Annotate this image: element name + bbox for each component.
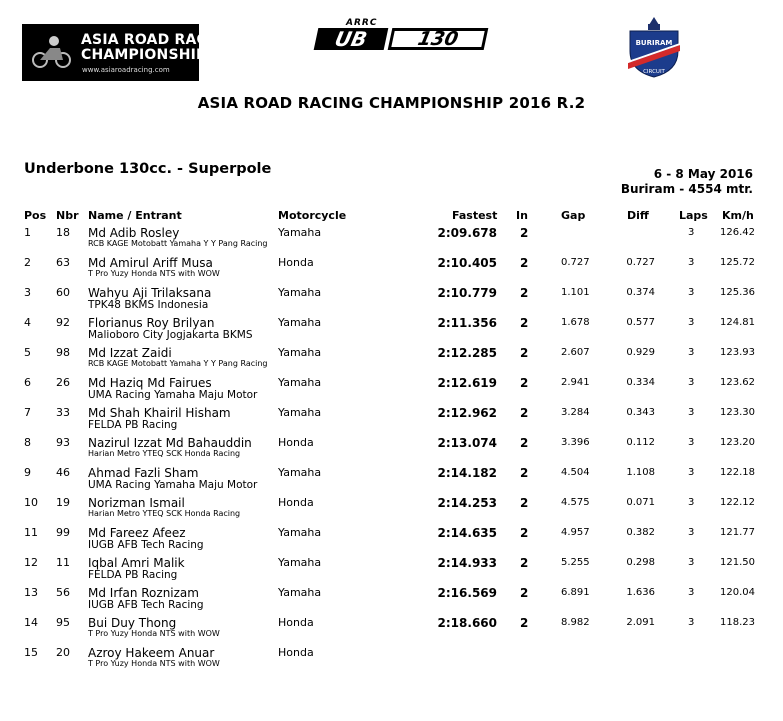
speed-kmh: 123.62 [720, 377, 755, 388]
lap-in: 2 [520, 286, 529, 300]
gap: 0.727 [561, 257, 590, 268]
lap-in: 2 [520, 616, 529, 630]
fastest-lap: 2:10.405 [437, 256, 497, 270]
motorcycle: Yamaha [278, 556, 322, 569]
svg-text:CIRCUIT: CIRCUIT [643, 69, 665, 75]
header-laps: Laps [679, 209, 708, 222]
table-row [0, 466, 783, 496]
laps: 3 [688, 617, 695, 628]
rider-name: Md Izzat Zaidi [88, 346, 172, 360]
speed-kmh: 120.04 [720, 587, 755, 598]
fastest-lap: 2:14.933 [437, 556, 497, 570]
laps: 3 [688, 437, 695, 448]
row-pos: 9 [24, 466, 31, 479]
entrant-name: Harian Metro YTEQ SCK Honda Racing [88, 509, 241, 518]
gap: 4.504 [561, 467, 590, 478]
row-number: 20 [56, 646, 70, 659]
header-pos: Pos [24, 209, 47, 222]
entrant-name: IUGB AFB Tech Racing [88, 539, 204, 551]
laps: 3 [688, 257, 695, 268]
lap-in: 2 [520, 376, 529, 390]
lap-in: 2 [520, 406, 529, 420]
row-pos: 7 [24, 406, 31, 419]
speed-kmh: 122.12 [720, 497, 755, 508]
row-number: 93 [56, 436, 70, 449]
laps: 3 [688, 287, 695, 298]
table-row [0, 616, 783, 646]
row-pos: 12 [24, 556, 38, 569]
motorcycle: Honda [278, 496, 314, 509]
row-number: 99 [56, 526, 70, 539]
motorcycle: Honda [278, 436, 314, 449]
motorcycle: Yamaha [278, 346, 322, 359]
rider-name: Md Adib Rosley [88, 226, 180, 240]
page-title: ASIA ROAD RACING CHAMPIONSHIP 2016 R.2 [197, 94, 586, 112]
speed-kmh: 125.72 [720, 257, 755, 268]
gap: 2.941 [561, 377, 590, 388]
row-pos: 8 [24, 436, 31, 449]
diff: 1.636 [626, 587, 655, 598]
row-pos: 10 [24, 496, 38, 509]
event-venue: Buriram - 4554 mtr. [620, 182, 753, 196]
gap: 1.678 [561, 317, 590, 328]
header-fastest: Fastest [452, 209, 498, 222]
row-number: 60 [56, 286, 70, 299]
rider-name: Bui Duy Thong [88, 616, 177, 630]
rider-name: Norizman Ismail [88, 496, 185, 510]
table-row [0, 436, 783, 466]
speed-kmh: 121.77 [720, 527, 755, 538]
fastest-lap: 2:14.182 [437, 466, 497, 480]
rider-name: Md Haziq Md Fairues [88, 376, 212, 390]
lap-in: 2 [520, 436, 529, 450]
ub130-logo-left: UB [314, 28, 389, 50]
diff: 0.577 [626, 317, 655, 328]
header-diff: Diff [627, 209, 649, 222]
fastest-lap: 2:10.779 [437, 286, 497, 300]
fastest-lap: 2:12.285 [437, 346, 497, 360]
motorcycle: Yamaha [278, 286, 322, 299]
laps: 3 [688, 587, 695, 598]
row-number: 46 [56, 466, 70, 479]
diff: 1.108 [626, 467, 655, 478]
entrant-name: T Pro Yuzy Honda NTS with WOW [88, 629, 220, 638]
rider-name: Iqbal Amri Malik [88, 556, 185, 570]
arrc-logo-line1: ASIA ROAD RACING [81, 32, 236, 48]
lap-in: 2 [520, 256, 529, 270]
rider-name: Azroy Hakeem Anuar [88, 646, 215, 660]
entrant-name: IUGB AFB Tech Racing [88, 599, 204, 611]
laps: 3 [688, 347, 695, 358]
diff: 0.929 [626, 347, 655, 358]
rider-name: Md Fareez Afeez [88, 526, 186, 540]
diff: 0.343 [626, 407, 655, 418]
table-row [0, 406, 783, 436]
speed-kmh: 124.81 [720, 317, 755, 328]
header-nbr: Nbr [56, 209, 79, 222]
fastest-lap: 2:12.619 [437, 376, 497, 390]
fastest-lap: 2:09.678 [437, 226, 497, 240]
header-kmh: Km/h [722, 209, 754, 222]
speed-kmh: 123.30 [720, 407, 755, 418]
table-row [0, 376, 783, 406]
row-number: 92 [56, 316, 70, 329]
rider-name: Md Amirul Ariff Musa [88, 256, 213, 270]
table-row [0, 526, 783, 556]
circuit-logo [624, 15, 684, 78]
event-date: 6 - 8 May 2016 [653, 167, 753, 181]
lap-in: 2 [520, 226, 529, 240]
laps: 3 [688, 467, 695, 478]
motorcycle: Yamaha [278, 316, 322, 329]
laps: 3 [688, 557, 695, 568]
arrc-logo-line2: CHAMPIONSHIP [81, 47, 207, 63]
fastest-lap: 2:11.356 [437, 316, 497, 330]
rider-name: Wahyu Aji Trilaksana [88, 286, 212, 300]
entrant-name: T Pro Yuzy Honda NTS with WOW [88, 659, 220, 668]
gap: 5.255 [561, 557, 590, 568]
diff: 2.091 [626, 617, 655, 628]
diff: 0.298 [626, 557, 655, 568]
lap-in: 2 [520, 556, 529, 570]
diff: 0.334 [626, 377, 655, 388]
fastest-lap: 2:14.635 [437, 526, 497, 540]
table-row [0, 226, 783, 256]
row-pos: 4 [24, 316, 31, 329]
gap: 2.607 [561, 347, 590, 358]
row-pos: 5 [24, 346, 31, 359]
svg-text:BURIRAM: BURIRAM [635, 39, 673, 47]
diff: 0.071 [626, 497, 655, 508]
entrant-name: Harian Metro YTEQ SCK Honda Racing [88, 449, 241, 458]
row-number: 18 [56, 226, 70, 239]
motorcycle: Yamaha [278, 406, 322, 419]
ub130-logo [316, 18, 486, 52]
session-title: Underbone 130cc. - Superpole [24, 161, 272, 177]
motorcycle: Yamaha [278, 226, 322, 239]
diff: 0.112 [626, 437, 655, 448]
gap: 3.396 [561, 437, 590, 448]
gap: 1.101 [561, 287, 590, 298]
row-number: 98 [56, 346, 70, 359]
fastest-lap: 2:18.660 [437, 616, 497, 630]
speed-kmh: 126.42 [720, 227, 755, 238]
lap-in: 2 [520, 526, 529, 540]
ub130-logo-right: 130 [388, 28, 489, 50]
table-row [0, 256, 783, 286]
lap-in: 2 [520, 466, 529, 480]
fastest-lap: 2:16.569 [437, 586, 497, 600]
arrc-logo [22, 24, 236, 81]
laps: 3 [688, 227, 695, 238]
row-pos: 14 [24, 616, 38, 629]
table-row [0, 556, 783, 586]
row-number: 56 [56, 586, 70, 599]
row-pos: 3 [24, 286, 31, 299]
diff: 0.727 [626, 257, 655, 268]
motorcycle: Honda [278, 646, 314, 659]
diff: 0.374 [626, 287, 655, 298]
rider-name: Md Shah Khairil Hisham [88, 406, 231, 420]
row-pos: 6 [24, 376, 31, 389]
header-in: In [516, 209, 528, 222]
gap: 3.284 [561, 407, 590, 418]
fastest-lap: 2:14.253 [437, 496, 497, 510]
table-row [0, 316, 783, 346]
table-row [0, 286, 783, 316]
motorcycle: Yamaha [278, 466, 322, 479]
laps: 3 [688, 317, 695, 328]
row-number: 63 [56, 256, 70, 269]
entrant-name: UMA Racing Yamaha Maju Motor [88, 389, 258, 401]
laps: 3 [688, 377, 695, 388]
fastest-lap: 2:13.074 [437, 436, 497, 450]
laps: 3 [688, 497, 695, 508]
speed-kmh: 123.93 [720, 347, 755, 358]
table-row [0, 586, 783, 616]
ub130-logo-top: ARRC [346, 18, 378, 28]
motorcycle: Yamaha [278, 586, 322, 599]
motorcycle: Yamaha [278, 376, 322, 389]
table-row [0, 646, 783, 676]
row-pos: 1 [24, 226, 31, 239]
row-pos: 2 [24, 256, 31, 269]
motorcycle: Yamaha [278, 526, 322, 539]
rider-name: Md Irfan Roznizam [88, 586, 199, 600]
fastest-lap: 2:12.962 [437, 406, 497, 420]
table-row [0, 346, 783, 376]
entrant-name: TPK48 BKMS Indonesia [88, 299, 209, 311]
row-pos: 13 [24, 586, 38, 599]
entrant-name: Malioboro City Jogjakarta BKMS [88, 329, 253, 341]
rider-name: Ahmad Fazli Sham [88, 466, 199, 480]
entrant-name: RCB KAGE Motobatt Yamaha Y Y Pang Racing [88, 239, 268, 248]
rider-icon [30, 34, 72, 68]
diff: 0.382 [626, 527, 655, 538]
circuit-emblem-icon [624, 15, 684, 78]
row-number: 26 [56, 376, 70, 389]
lap-in: 2 [520, 346, 529, 360]
entrant-name: FELDA PB Racing [88, 569, 178, 581]
gap: 8.982 [561, 617, 590, 628]
row-number: 33 [56, 406, 70, 419]
row-number: 19 [56, 496, 70, 509]
table-row [0, 496, 783, 526]
entrant-name: UMA Racing Yamaha Maju Motor [88, 479, 258, 491]
gap: 4.575 [561, 497, 590, 508]
speed-kmh: 125.36 [720, 287, 755, 298]
entrant-name: FELDA PB Racing [88, 419, 178, 431]
gap: 4.957 [561, 527, 590, 538]
rider-name: Nazirul Izzat Md Bahauddin [88, 436, 252, 450]
speed-kmh: 121.50 [720, 557, 755, 568]
lap-in: 2 [520, 496, 529, 510]
row-number: 95 [56, 616, 70, 629]
row-number: 11 [56, 556, 70, 569]
speed-kmh: 122.18 [720, 467, 755, 478]
rider-name: Florianus Roy Brilyan [88, 316, 215, 330]
row-pos: 11 [24, 526, 38, 539]
header-name: Name / Entrant [88, 209, 182, 222]
speed-kmh: 123.20 [720, 437, 755, 448]
row-pos: 15 [24, 646, 38, 659]
motorcycle: Honda [278, 616, 314, 629]
laps: 3 [688, 527, 695, 538]
entrant-name: RCB KAGE Motobatt Yamaha Y Y Pang Racing [88, 359, 268, 368]
motorcycle: Honda [278, 256, 314, 269]
arrc-logo-url: www.asiaroadracing.com [82, 66, 170, 74]
lap-in: 2 [520, 586, 529, 600]
header-gap: Gap [561, 209, 586, 222]
gap: 6.891 [561, 587, 590, 598]
lap-in: 2 [520, 316, 529, 330]
laps: 3 [688, 407, 695, 418]
entrant-name: T Pro Yuzy Honda NTS with WOW [88, 269, 220, 278]
speed-kmh: 118.23 [720, 617, 755, 628]
header-motorcycle: Motorcycle [278, 209, 347, 222]
